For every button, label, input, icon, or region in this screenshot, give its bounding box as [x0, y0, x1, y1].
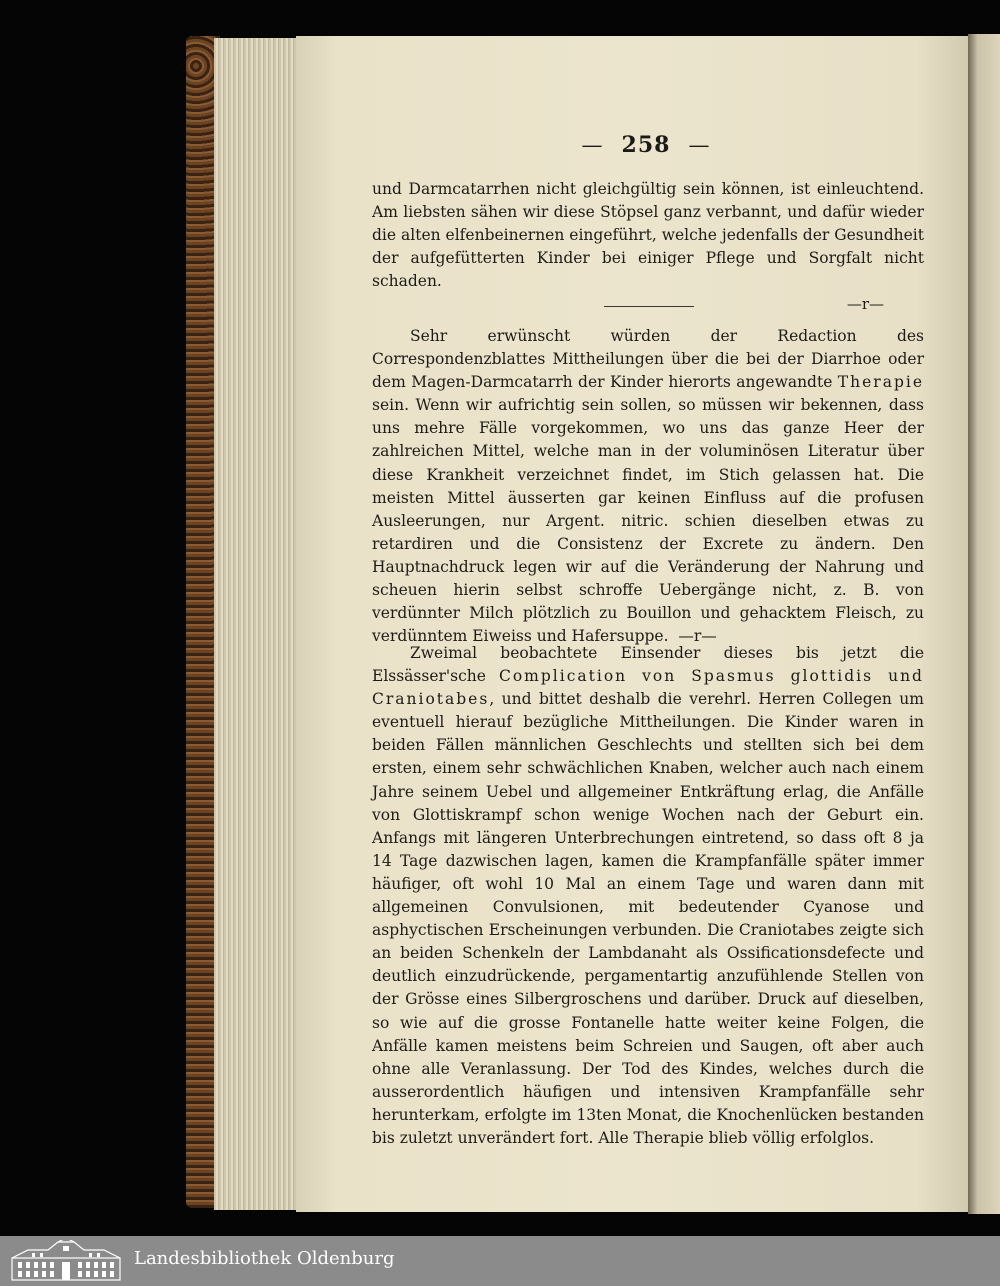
paragraph-3	[372, 642, 924, 1150]
section-divider	[604, 306, 694, 307]
library-name: Landesbibliothek Oldenburg	[134, 1248, 395, 1269]
header-dash-left: —	[581, 133, 604, 157]
paragraph-3-part-1: Zweimal beobachtete Einsender dieses bis jetzt die Elssässer'sche	[372, 644, 924, 686]
paragraph-2-part-2: sein. Wenn wir aufrichtig sein sollen, so müssen wir bekennen, dass uns mehre Fälle vorgekommen, wo uns das ganze Heer der zahlreichen Mittel, welche man in der voluminösen Literatur über diese Krankheit verzeichnet findet, im Stich gelassen hat. Die meisten Mittel äusserten gar keinen Einfluss auf die profusen Ausleerungen, nur Argent. nitric. schien dieselben etwas zu retardiren und die Consistenz der Excrete zu ändern. Den Hauptnachdruck legen wir auf die Veränderung der Nahrung und scheuen hierin selbst schroffe Uebergänge nicht, z. B. von verdünnter Milch plötzlich zu Bouillon und gehacktem Fleisch, zu verdünntem Eiweiss und Hafersuppe.	[372, 396, 924, 646]
paragraph-1-signature: —r—	[846, 295, 884, 314]
next-page-edge	[968, 34, 1000, 1214]
paragraph-3-text	[372, 642, 924, 1150]
paragraph-2-part-1: Sehr erwünscht würden der Redaction des Correspondenzblattes Mittheilungen über die bei der Diarrhoe oder dem Magen-Darmcatarrh der Kinder hierorts angewandte	[372, 327, 924, 392]
paragraph-2-signature: —r—	[678, 627, 717, 646]
paragraph-1-text: und Darmcatarrhen nicht gleichgültig sein können, ist einleuchtend. Am liebsten sähen wir diese Stöpsel ganz verbannt, und dafür wieder die alten elfenbeinernen eingeführt, welche jedenfalls der Gesundheit der aufgefütterten Kinder bei einiger Pflege und Sorgfalt nicht schaden.	[372, 180, 924, 291]
header-dash-right: —	[688, 133, 711, 157]
library-building-icon	[8, 1240, 124, 1282]
paragraph-2-spaced-word: Therapie	[837, 373, 924, 392]
footer-bar	[0, 1236, 1000, 1286]
page-number: 258	[621, 132, 671, 158]
paragraph-1	[372, 178, 924, 317]
paragraph-2	[372, 325, 924, 648]
paragraph-3-part-2: , und bittet deshalb die verehrl. Herren Collegen um eventuell hierauf bezügliche Mittheilungen. Die Kinder waren in beiden Fällen männlichen Geschlechts und stellten sich bei dem ersten, einem sehr schwächlichen Knaben, welcher auch nach einem Jahre seinem Uebel und allgemeiner Entkräftung erlag, die Anfälle von Glottiskrampf schon wenige Wochen nach der Geburt ein. Anfangs mit längeren Unterbrechungen eintretend, so dass oft 8 ja 14 Tage dazwischen lagen, kamen die Krampfanfälle später immer häufiger, oft wohl 10 Mal an einem Tage und waren dann mit allgemeinen Convulsionen, mit bedeutender Cyanose und asphyctischen Erscheinungen verbunden. Die Craniotabes zeigte sich an beiden Schenkeln der Lambdanaht als Ossificationsdefecte und deutlich einzudrückende, pergamentartig anzufühlende Stellen von der Grösse eines Silbergroschens und darüber. Druck auf dieselben, so wie auf die grosse Fontanelle hatte weiter keine Folgen, die Anfälle kamen meistens beim Schreien und Saugen, oft aber auch ohne alle Veranlassung. Der Tod des Kindes, welches durch die ausserordentlich häufigen und intensiven Krampfanfälle sehr herunterkam, erfolgte im 13ten Monat, die Knochenlücken bestanden bis zuletzt unverändert fort. Alle Therapie blieb völlig erfolglos.	[372, 690, 924, 1147]
paragraph-3-spaced-phrase: Complication von Spasmus glottidis und Craniotabes	[372, 667, 924, 709]
page-edges	[214, 38, 298, 1210]
page-header	[296, 132, 996, 158]
paragraph-2-text	[372, 325, 924, 648]
